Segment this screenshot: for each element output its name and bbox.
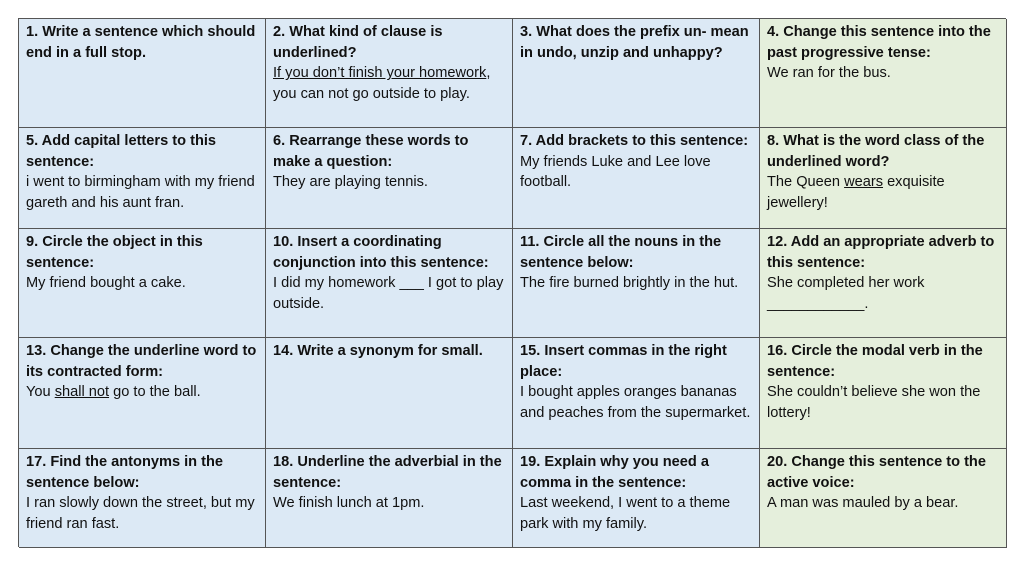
question-prompt: 16. Circle the modal verb in the sentence:	[767, 343, 983, 380]
grammar-questions-grid	[18, 18, 1006, 547]
question-prompt: 14. Write a synonym for small.	[273, 343, 483, 359]
question-text-end: exquisite jewellery!	[767, 174, 945, 211]
question-text: The fire burned brightly in the hut.	[520, 275, 739, 292]
question-text: A man was mauled by a bear.	[767, 495, 959, 512]
question-text	[767, 172, 999, 213]
question-cell-12	[760, 229, 1007, 338]
question-cell-20	[760, 449, 1007, 548]
question-prompt: 1. Write a sentence which should end in a full stop.	[26, 24, 256, 61]
question-text: She couldn’t believe she won the lottery!	[767, 384, 981, 421]
question-text: My friends Luke and Lee love football.	[520, 153, 711, 191]
question-text	[26, 382, 258, 403]
question-text: She completed her work ____________.	[767, 275, 925, 312]
question-cell-7	[513, 128, 760, 229]
question-cell-2	[266, 19, 513, 128]
question-text: I ran slowly down the street, but my friend ran fast.	[26, 495, 255, 532]
question-text: Last weekend, I went to a theme park with my family.	[520, 495, 731, 532]
question-cell-17	[19, 449, 266, 548]
question-prompt: 11. Circle all the nouns in the sentence below:	[520, 234, 722, 271]
question-text-start: You	[26, 384, 55, 401]
question-prompt: 5. Add capital letters to this sentence:	[26, 133, 217, 170]
question-cell-15	[513, 338, 760, 449]
question-prompt: 20. Change this sentence to the active voice:	[767, 454, 986, 491]
question-text-rest: , you can not go outside to play.	[273, 65, 491, 102]
question-prompt: 8. What is the word class of the underlined word?	[767, 133, 985, 170]
question-cell-13	[19, 338, 266, 449]
underlined-word: wears	[844, 174, 884, 191]
question-text: i went to birmingham with my friend gareth and his aunt fran.	[26, 174, 255, 211]
underlined-clause: If you don’t finish your homework	[273, 65, 487, 82]
question-cell-11	[513, 229, 760, 338]
question-text: My friend bought a cake.	[26, 275, 186, 292]
question-prompt: 12. Add an appropriate adverb to this sentence:	[767, 234, 995, 271]
question-prompt: 3. What does the prefix un- mean in undo, unzip and unhappy?	[520, 24, 749, 61]
question-text: I did my homework ___ I got to play outside.	[273, 275, 504, 312]
question-text: I bought apples oranges bananas and peaches from the supermarket.	[520, 384, 751, 421]
question-prompt: 4. Change this sentence into the past progressive tense:	[767, 24, 991, 61]
question-text: We finish lunch at 1pm.	[273, 495, 425, 512]
question-cell-9	[19, 229, 266, 338]
question-prompt: 17. Find the antonyms in the sentence below:	[26, 454, 224, 491]
question-prompt: 9. Circle the object in this sentence:	[26, 234, 203, 271]
underlined-word: shall not	[54, 384, 110, 401]
question-text: They are playing tennis.	[273, 174, 428, 191]
question-prompt: 13. Change the underline word to its contracted form:	[26, 343, 257, 380]
question-prompt: 19. Explain why you need a comma in the sentence:	[520, 454, 709, 491]
question-text: We ran for the bus.	[767, 65, 891, 82]
question-cell-6	[266, 128, 513, 229]
question-cell-16	[760, 338, 1007, 449]
question-cell-1	[19, 19, 266, 128]
question-text	[273, 63, 505, 104]
question-cell-4	[760, 19, 1007, 128]
question-text-start: The Queen	[767, 174, 845, 191]
question-text-end: go to the ball.	[109, 384, 201, 401]
question-prompt: 7. Add brackets to this sentence:	[520, 133, 749, 149]
question-prompt: 15. Insert commas in the right place:	[520, 343, 727, 380]
question-cell-5	[19, 128, 266, 229]
question-cell-3	[513, 19, 760, 128]
question-prompt: 18. Underline the adverbial in the sentence:	[273, 454, 502, 491]
question-cell-18	[266, 449, 513, 548]
question-prompt: 6. Rearrange these words to make a question:	[273, 133, 469, 170]
question-cell-10	[266, 229, 513, 338]
question-prompt: 2. What kind of clause is underlined?	[273, 24, 443, 61]
question-cell-14	[266, 338, 513, 449]
question-prompt: 10. Insert a coordinating conjunction into this sentence:	[273, 234, 489, 271]
question-cell-19	[513, 449, 760, 548]
question-cell-8	[760, 128, 1007, 229]
